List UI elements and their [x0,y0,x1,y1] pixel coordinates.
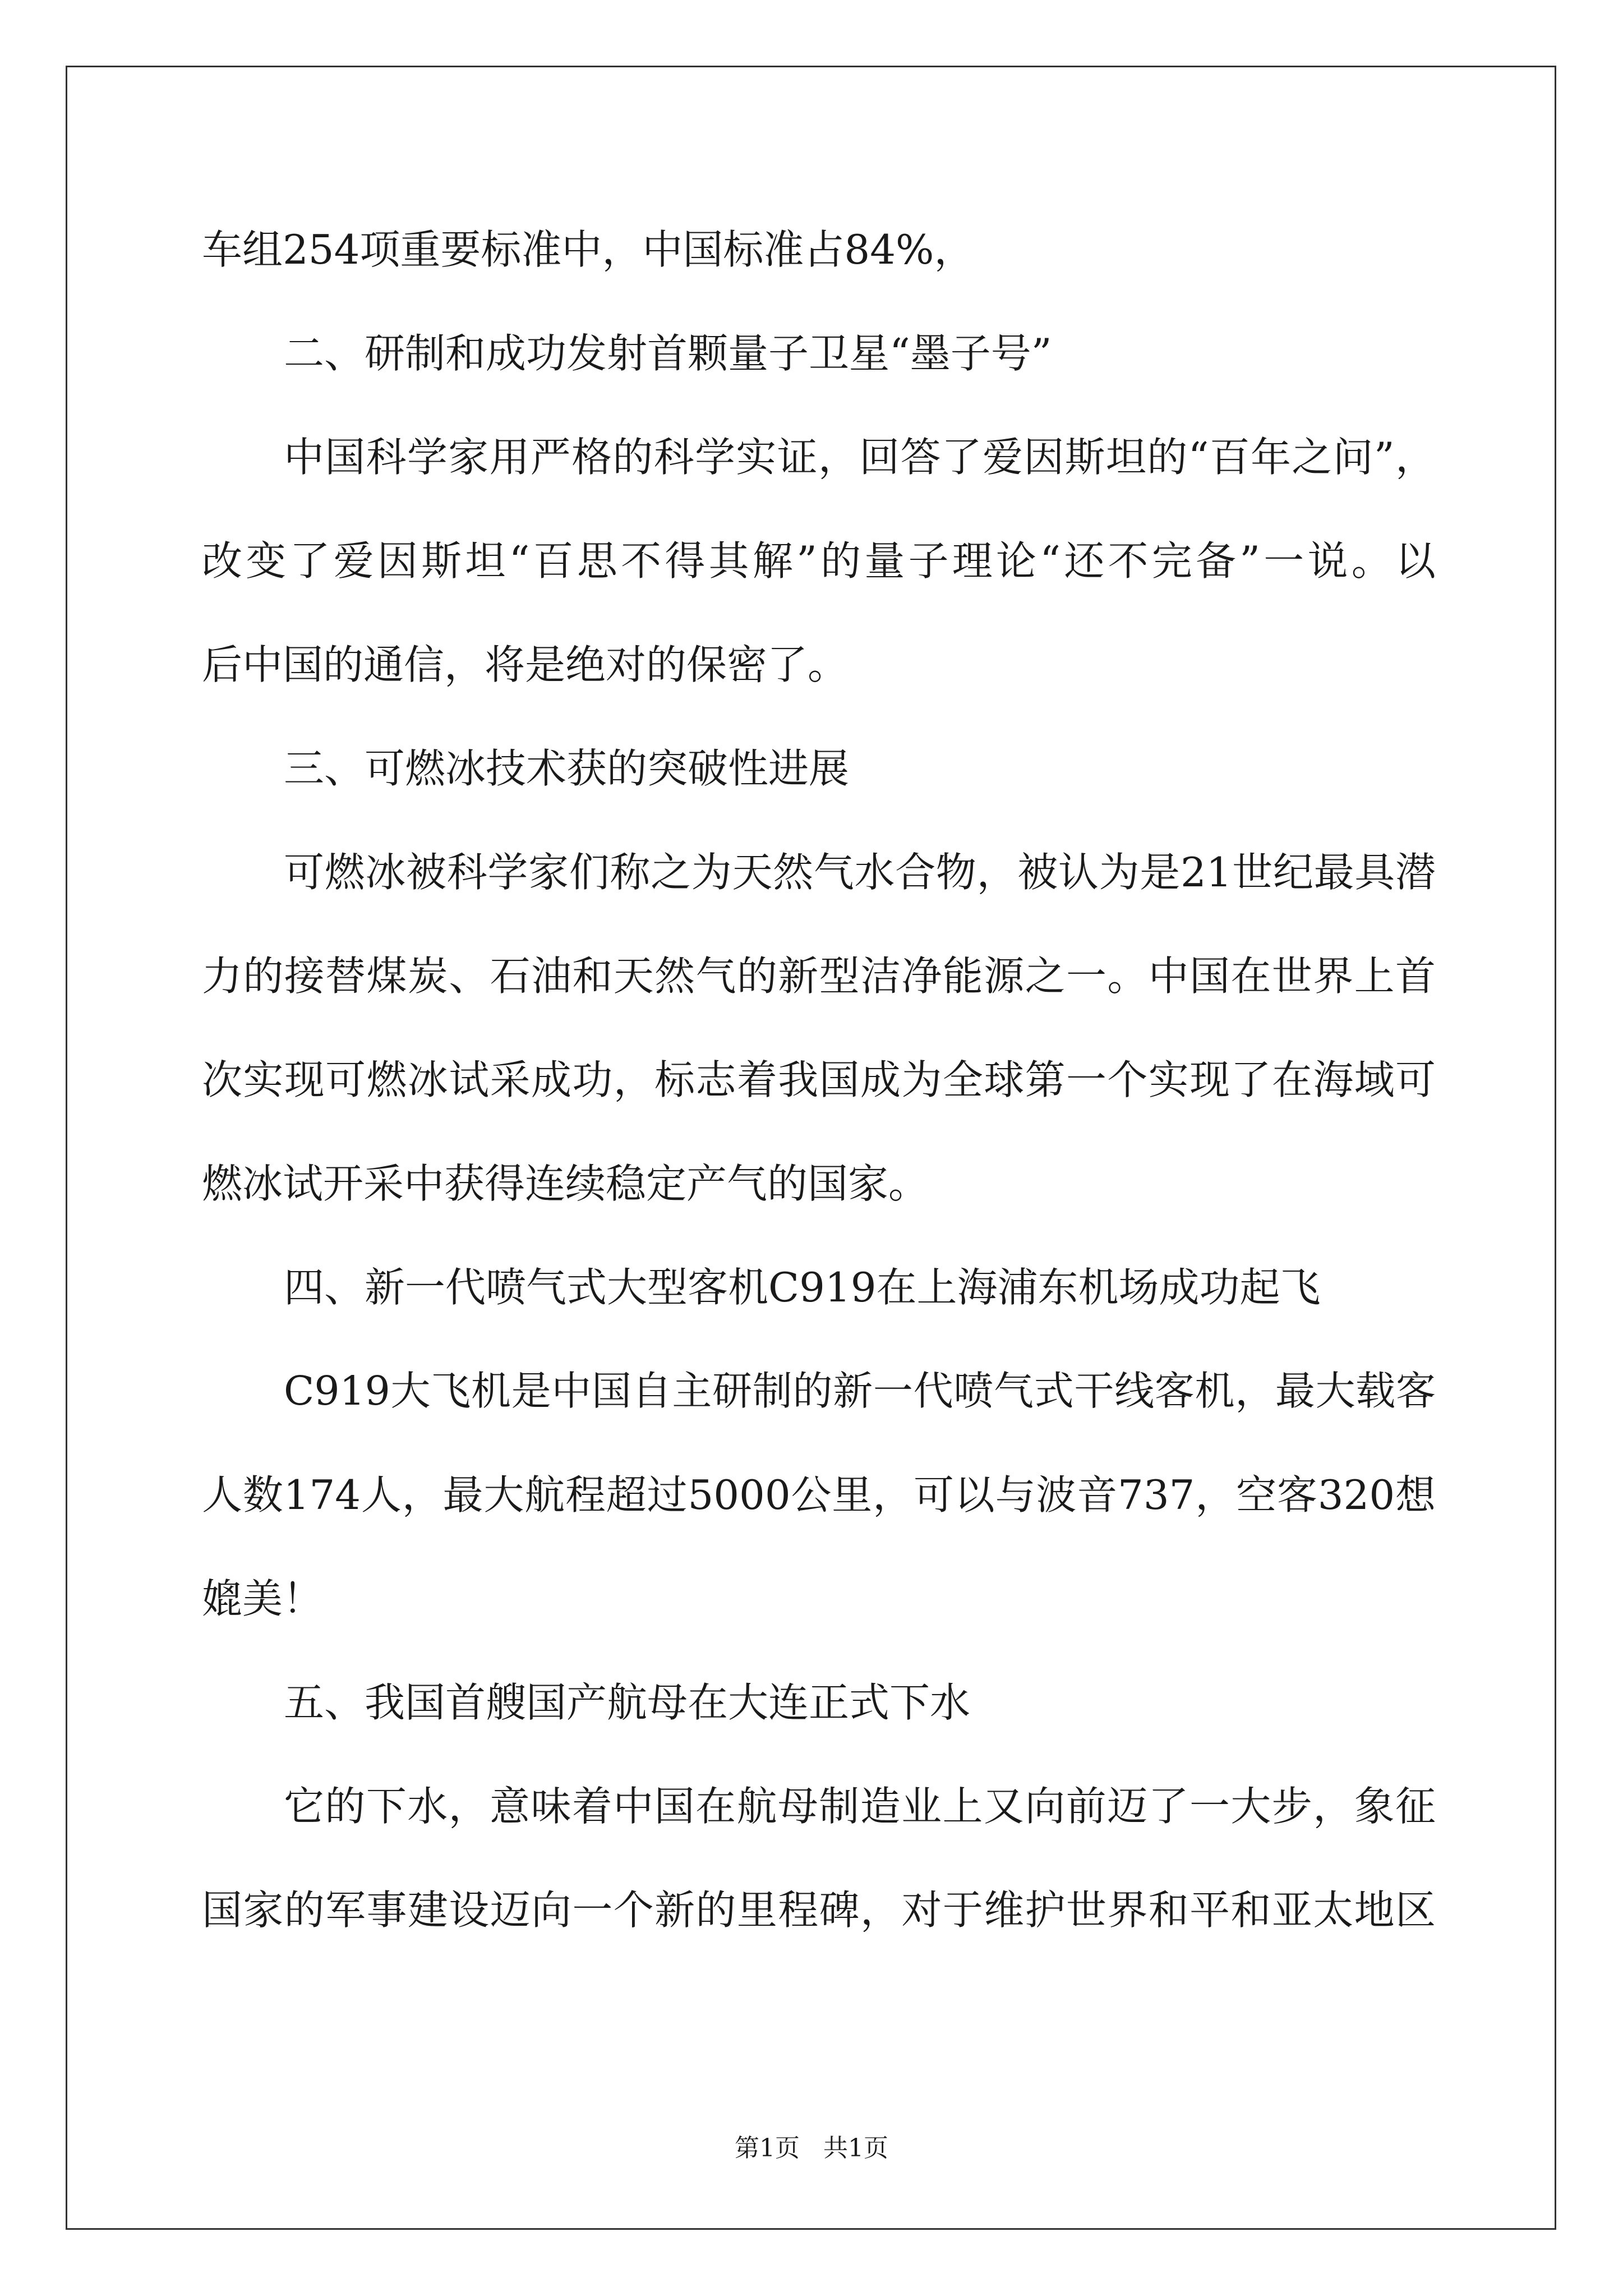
text-line-1: 车组254项重要标准中，中国标准占84%， [202,226,975,273]
text-line-5: 后中国的通信，将是绝对的保密了。 [202,641,849,688]
text-line-14: 媲美！ [202,1575,324,1622]
text-line-4: 改变了爱因斯坦“百思不得其解”的量子理论“还不完备”一说。以 [202,537,1436,585]
text-line-7: 可燃冰被科学家们称之为天然气水合物，被认为是21世纪最具潜 [284,849,1436,896]
section-heading-3: 三、可燃冰技术获的突破性进展 [284,745,850,792]
text-line-8: 力的接替煤炭、石油和天然气的新型洁净能源之一。中国在世界上首 [202,953,1436,1000]
section-heading-5: 五、我国首艘国产航母在大连正式下水 [284,1679,971,1726]
text-line-12: C919大飞机是中国自主研制的新一代喷气式干线客机，最大载客 [284,1368,1436,1414]
text-line-17: 国家的军事建设迈向一个新的里程碑，对于维护世界和平和亚太地区 [202,1887,1436,1934]
text-line-13: 人数174人，最大航程超过5000公里，可以与波音737，空客320想 [202,1471,1436,1519]
section-heading-4: 四、新一代喷气式大型客机C919在上海浦东机场成功起飞 [284,1264,1321,1311]
text-line-16: 它的下水，意味着中国在航母制造业上又向前迈了一大步，象征 [284,1783,1436,1830]
page-number-footer: 第1页 共1页 [735,2134,888,2162]
text-line-10: 燃冰试开采中获得连续稳定产气的国家。 [202,1160,929,1207]
text-line-9: 次实现可燃冰试采成功，标志着我国成为全球第一个实现了在海域可 [202,1056,1436,1103]
section-heading-2: 二、研制和成功发射首颗量子卫星“墨子号” [284,330,1052,377]
text-line-3: 中国科学家用严格的科学实证，回答了爱因斯坦的“百年之问”， [284,434,1436,481]
